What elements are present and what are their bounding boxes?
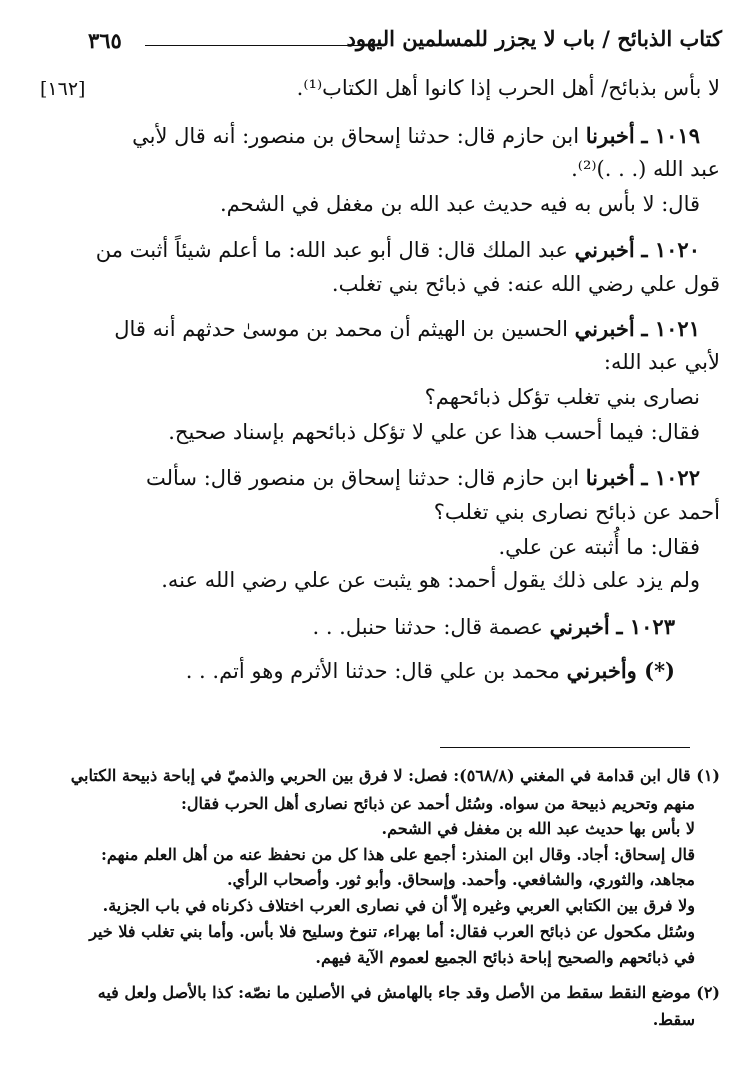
paragraph-1021	[114, 316, 700, 341]
narration-keyword: أخبرني	[574, 316, 635, 341]
text-line: فقال: فيما أحسب هذا عن علي لا تؤكل ذبائحهم بإسناد صحيح.	[168, 420, 700, 444]
narration-keyword: أخبرنا	[585, 123, 635, 148]
footnote-2: (٢) موضع النقط سقط من الأصل وقد جاء بالهامش في الأصلين ما نصّه: كذا بالأصل ولعل فيه	[97, 983, 720, 1002]
footnote-rule	[440, 747, 690, 748]
narration-keyword: أخبرني	[574, 237, 635, 262]
paragraph-number: ١٠٢٢ ـ	[641, 465, 700, 490]
text-span: الحسين بن الهيثم أن محمد بن موسىٰ حدثهم أنه قال	[114, 317, 568, 341]
text-span: محمد بن علي قال: حدثنا الأثرم وهو أتم. . .	[185, 659, 560, 683]
paragraph-1019	[132, 123, 700, 148]
narration-keyword: أخبرنا	[585, 465, 635, 490]
paragraph-number: ١٠٢١ ـ	[641, 316, 700, 341]
text-line: أحمد عن ذبائح نصارى بني تغلب؟	[433, 500, 720, 524]
paragraph-1022	[146, 465, 700, 490]
text-line: فقال: ما أُثبته عن علي.	[498, 535, 700, 559]
footnote-line: في ذبائحهم والصحيح إباحة ذبائح الجميع لعموم الآية فيهم.	[315, 948, 695, 967]
footnote-line: منهم وتحريم ذبيحة من سواه. وسُئل أحمد عن ذبائح نصارى أهل الحرب فقال:	[181, 794, 695, 813]
text-span: عبد الملك قال: قال أبو عبد الله: ما أعلم شيئاً أثبت من	[95, 238, 568, 262]
text-line: ولم يزد على ذلك يقول أحمد: هو يثبت عن علي رضي الله عنه.	[161, 568, 700, 592]
narration-keyword: (*) وأخبرني	[566, 658, 675, 683]
paragraph-number: ١٠١٩ ـ	[641, 123, 700, 148]
margin-reference: [١٦٢]	[40, 78, 86, 100]
text-line: لا بأس بذبائح/ أهل الحرب إذا كانوا أهل الكتاب⁽¹⁾.	[296, 76, 720, 100]
paragraph-1023	[312, 614, 675, 639]
text-span: عصمة قال: حدثنا حنبل. . .	[312, 615, 543, 639]
text-line: قول علي رضي الله عنه: في ذبائح بني تغلب.	[331, 272, 720, 296]
paragraph-number: ١٠٢٣ ـ	[616, 614, 675, 639]
text-span: ابن حازم قال: حدثنا إسحاق بن منصور قال: سألت	[146, 466, 580, 490]
footnote-line: قال إسحاق: أجاد. وقال ابن المنذر: أجمع على هذا كل من نحفظ عنه من أهل العلم منهم:	[100, 845, 695, 864]
text-line: عبد الله (. . .)⁽²⁾.	[571, 157, 720, 181]
paragraph-star	[186, 658, 675, 683]
text-span: ابن حازم قال: حدثنا إسحاق بن منصور: أنه قال لأبي	[132, 124, 580, 148]
running-title: كتاب الذبائح / باب لا يجزر للمسلمين اليهود	[346, 26, 722, 51]
page-number: ٣٦٥	[88, 28, 122, 53]
footnote-line: وسُئل مكحول عن ذبائح العرب فقال: أما بهراء، تنوخ وسليح فلا بأس. وأما بني تغلب فلا خير	[89, 922, 695, 941]
footnote-1: (١) قال ابن قدامة في المغني (٥٦٨/٨): فصل: لا فرق بين الحربي والذميّ في إباحة ذبيحة الكتابي	[70, 766, 720, 785]
footnote-line: مجاهد، والثوري، والشافعي. وأحمد. وإسحاق. وأبو ثور. وأصحاب الرأي.	[226, 870, 695, 889]
footnote-line: لا بأس بها حديث عبد الله بن مغفل في الشحم.	[381, 819, 695, 838]
narration-keyword: أخبرني	[549, 614, 610, 639]
text-line: قال: لا بأس به فيه حديث عبد الله بن مغفل في الشحم.	[219, 192, 700, 216]
text-line: نصارى بني تغلب تؤكل ذبائحهم؟	[424, 385, 700, 409]
footnote-line: سقط.	[652, 1010, 695, 1029]
paragraph-number: ١٠٢٠ ـ	[641, 237, 700, 262]
footnote-line: ولا فرق بين الكتابي العربي وغيره إلاّ أن في نصارى العرب اختلاف ذكرناه في باب الجزية.	[102, 896, 695, 915]
paragraph-1020	[96, 237, 700, 262]
header-rule	[145, 45, 385, 46]
text-line: لأبي عبد الله:	[603, 350, 720, 374]
